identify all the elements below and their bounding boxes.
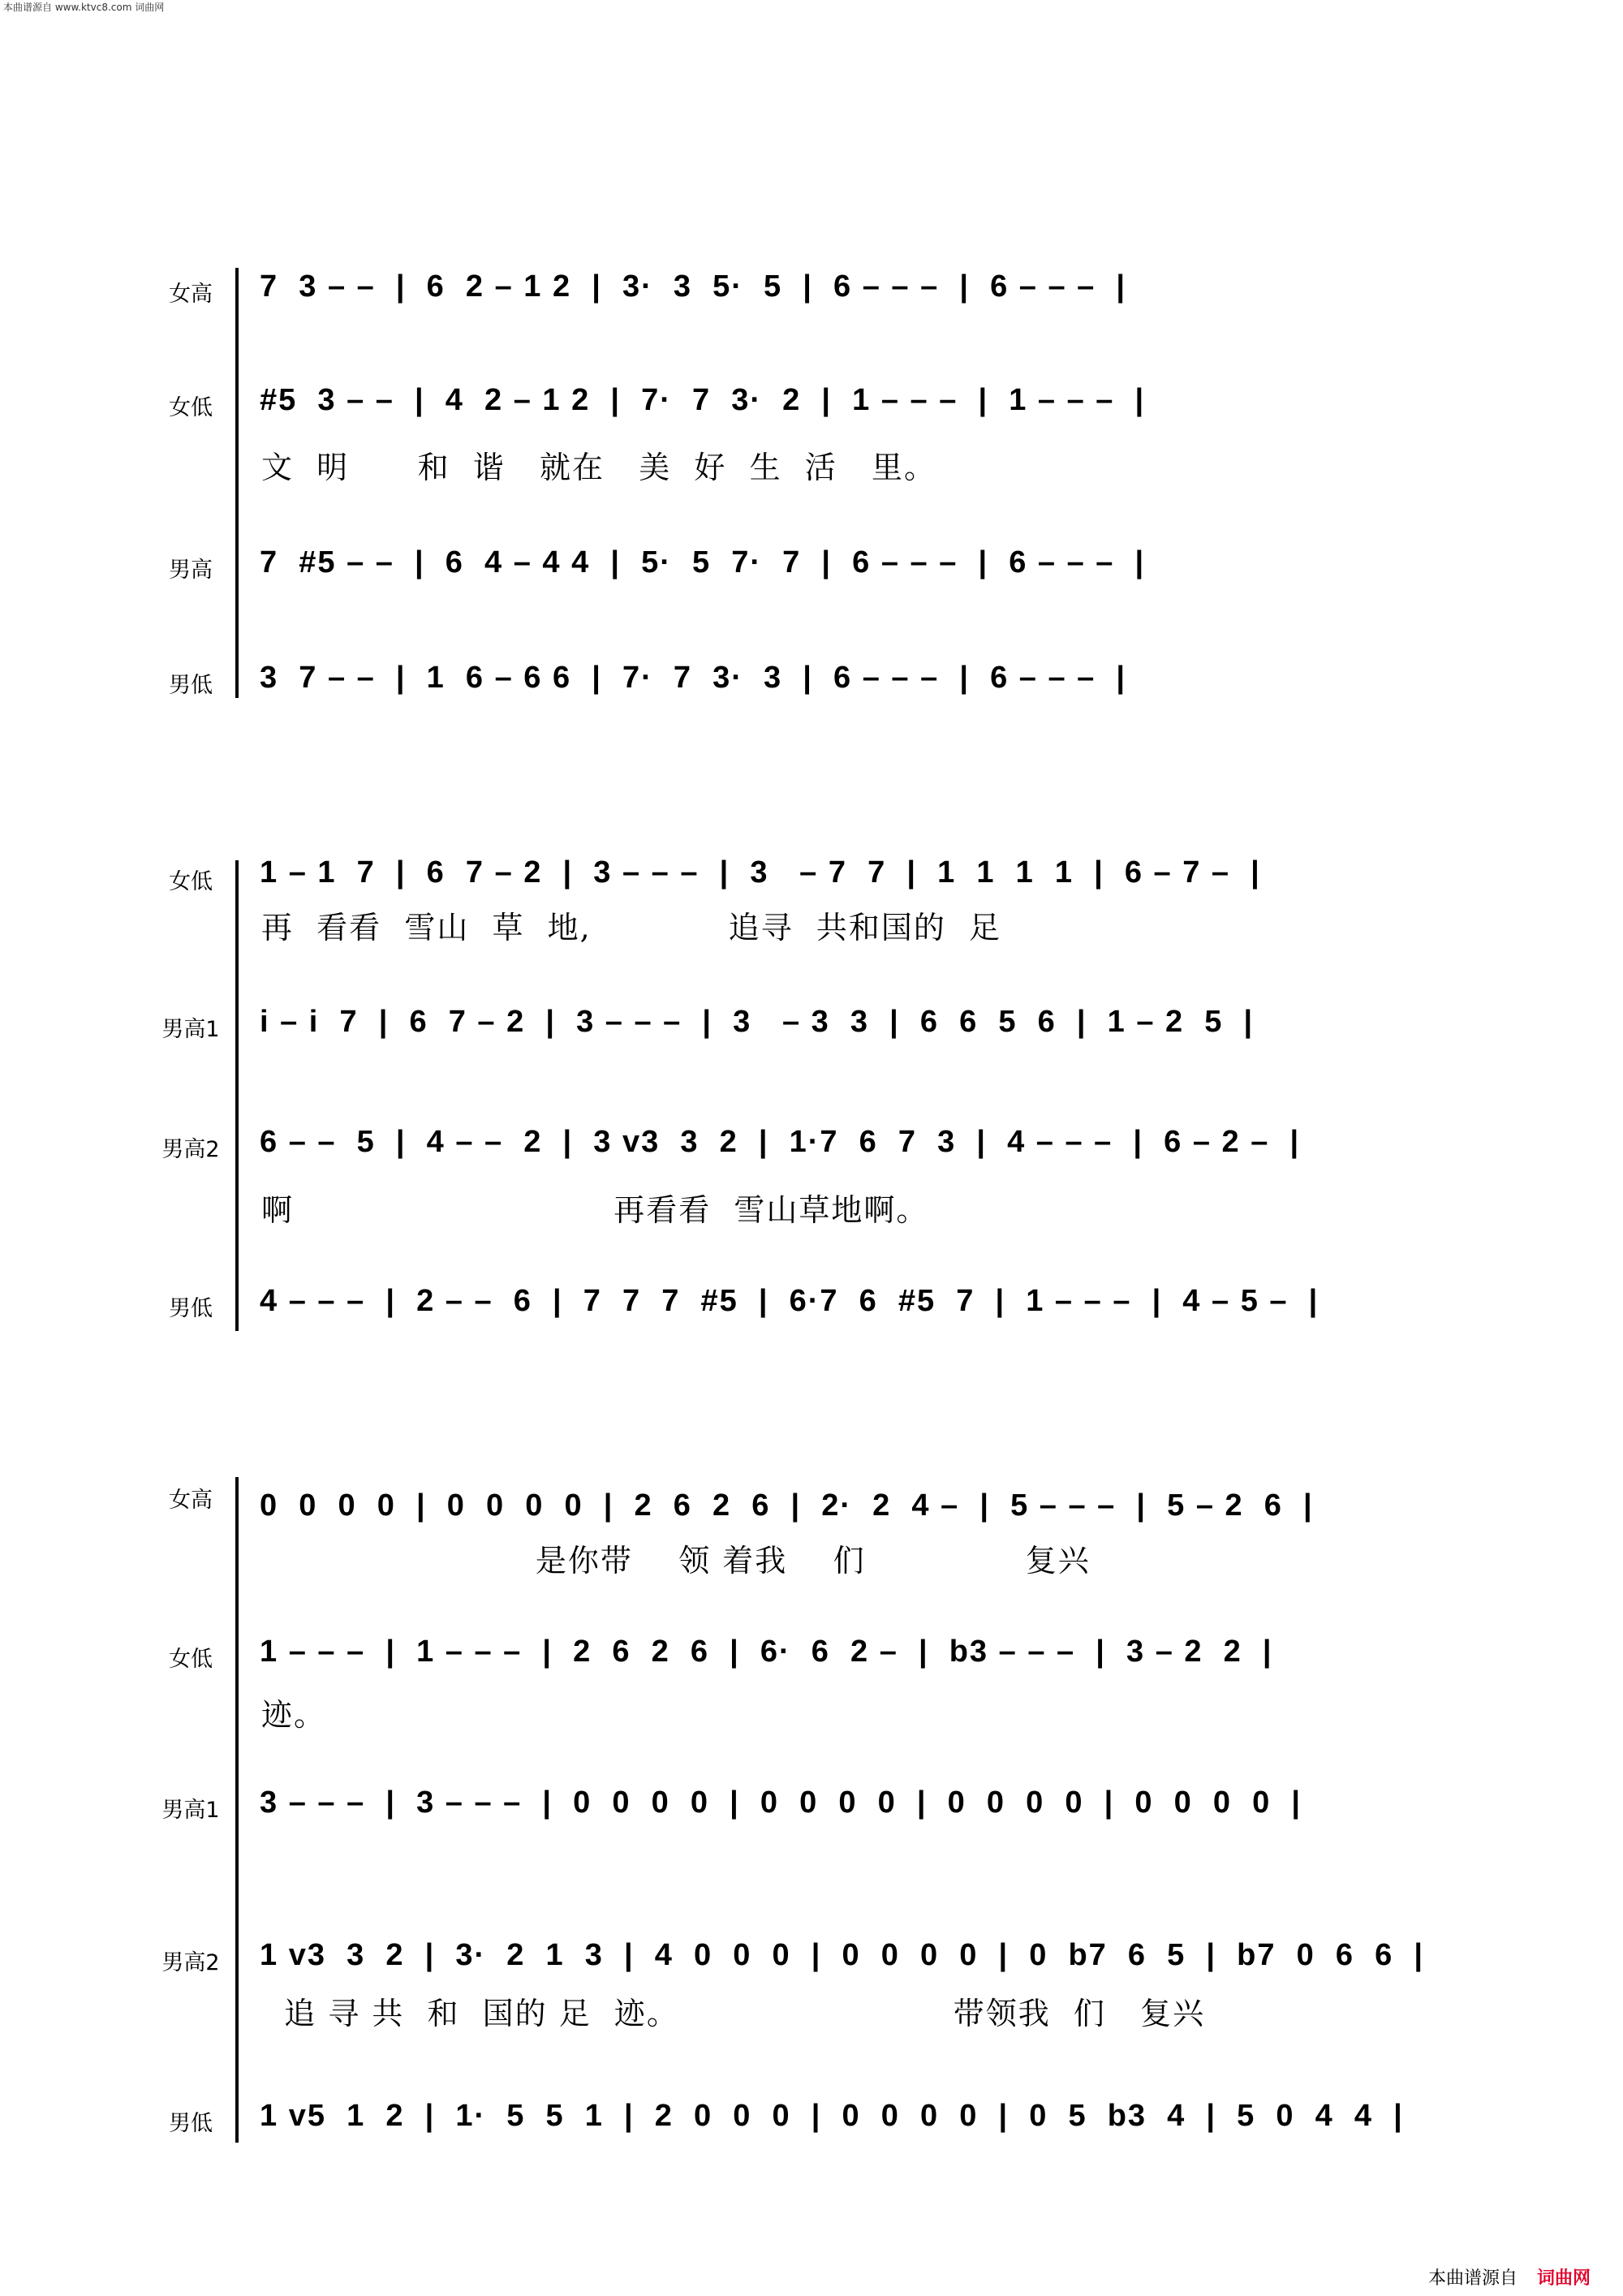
voice-label: 女低: [169, 395, 213, 420]
notation-line: 7 3 – – | 6 2 – 1 2 | 3· 3 5· 5 | 6 – – – | 6 – – – |: [260, 269, 1127, 304]
lyrics-line: 文 明 和 谐 就在 美 好 生 活 里。: [261, 450, 936, 485]
notation-line: 4 – – – | 2 – – 6 | 7 7 7 #5 | 6·7 6 #5 7 | 1 – – – | 4 – 5 – |: [260, 1284, 1319, 1318]
notation-line: i – i 7 | 6 7 – 2 | 3 – – – | 3 – 3 3 | 6 6 5 6 | 1 – 2 5 |: [260, 1005, 1255, 1039]
staff-brace: [235, 860, 248, 1331]
voice-label: 男低: [169, 673, 213, 698]
voice-label: 男高2: [161, 1950, 220, 1975]
notation-line: 1 – – – | 1 – – – | 2 6 2 6 | 6· 6 2 – | b3 – – – | 3 – 2 2 |: [260, 1635, 1273, 1669]
voice-label: 女低: [169, 869, 213, 894]
notation-line: 3 – – – | 3 – – – | 0 0 0 0 | 0 0 0 0 | 0 0 0 0 | 0 0 0 0 |: [260, 1786, 1302, 1820]
voice-label: 男高1: [161, 1017, 220, 1042]
footer: [1428, 2264, 1591, 2290]
voice-label: 女高: [169, 1488, 213, 1513]
voice-label: 女低: [169, 1647, 213, 1672]
staff-brace: [235, 1477, 248, 2143]
voice-label: 男高: [169, 558, 213, 583]
voice-label: 男低: [169, 1296, 213, 1321]
notation-line: 6 – – 5 | 4 – – 2 | 3 v3 3 2 | 1·7 6 7 3 | 4 – – – | 6 – 2 – |: [260, 1125, 1301, 1159]
notation-line: 1 – 1 7 | 6 7 – 2 | 3 – – – | 3 – 7 7 | 1 1 1 1 | 6 – 7 – |: [260, 855, 1261, 890]
notation-line: 3 7 – – | 1 6 – 6 6 | 7· 7 3· 3 | 6 – – – | 6 – – – |: [260, 661, 1127, 695]
footer-source: 本曲谱源自: [1427, 2268, 1518, 2289]
lyrics-line: 是你带 领 着我 们 复兴: [261, 1543, 1091, 1579]
footer-brand-logo: 词曲网: [1536, 2268, 1591, 2289]
lyrics-line: 再 看看 雪山 草 地, 追寻 共和国的 足: [261, 910, 1001, 946]
watermark-header: 本曲谱源自 www.ktvc8.com 词曲网: [3, 2, 165, 13]
notation-line: 7 #5 – – | 6 4 – 4 4 | 5· 5 7· 7 | 6 – – – | 6 – – – |: [260, 545, 1146, 579]
voice-label: 男高1: [161, 1798, 220, 1823]
notation-line: #5 3 – – | 4 2 – 1 2 | 7· 7 3· 2 | 1 – – – | 1 – – – |: [260, 383, 1146, 417]
notation-line: 0 0 0 0 | 0 0 0 0 | 2 6 2 6 | 2· 2 4 – | 5 – – – | 5 – 2 6 |: [260, 1488, 1314, 1523]
voice-label: 女高: [169, 282, 213, 307]
voice-label: 男低: [169, 2111, 213, 2136]
lyrics-line: 迹。: [261, 1697, 327, 1733]
voice-label: 男高2: [161, 1137, 220, 1162]
staff-brace: [235, 268, 248, 698]
lyrics-line: 啊 再看看 雪山草地啊。: [261, 1192, 929, 1228]
notation-line: 1 v3 3 2 | 3· 2 1 3 | 4 0 0 0 | 0 0 0 0 | 0 b7 6 5 | b7 0 6 6 |: [260, 1938, 1424, 1972]
lyrics-line: 追 寻 共 和 国的 足 迹。 带领我 们 复兴: [261, 1996, 1206, 2031]
notation-line: 1 v5 1 2 | 1· 5 5 1 | 2 0 0 0 | 0 0 0 0 | 0 5 b3 4 | 5 0 4 4 |: [260, 2099, 1404, 2133]
